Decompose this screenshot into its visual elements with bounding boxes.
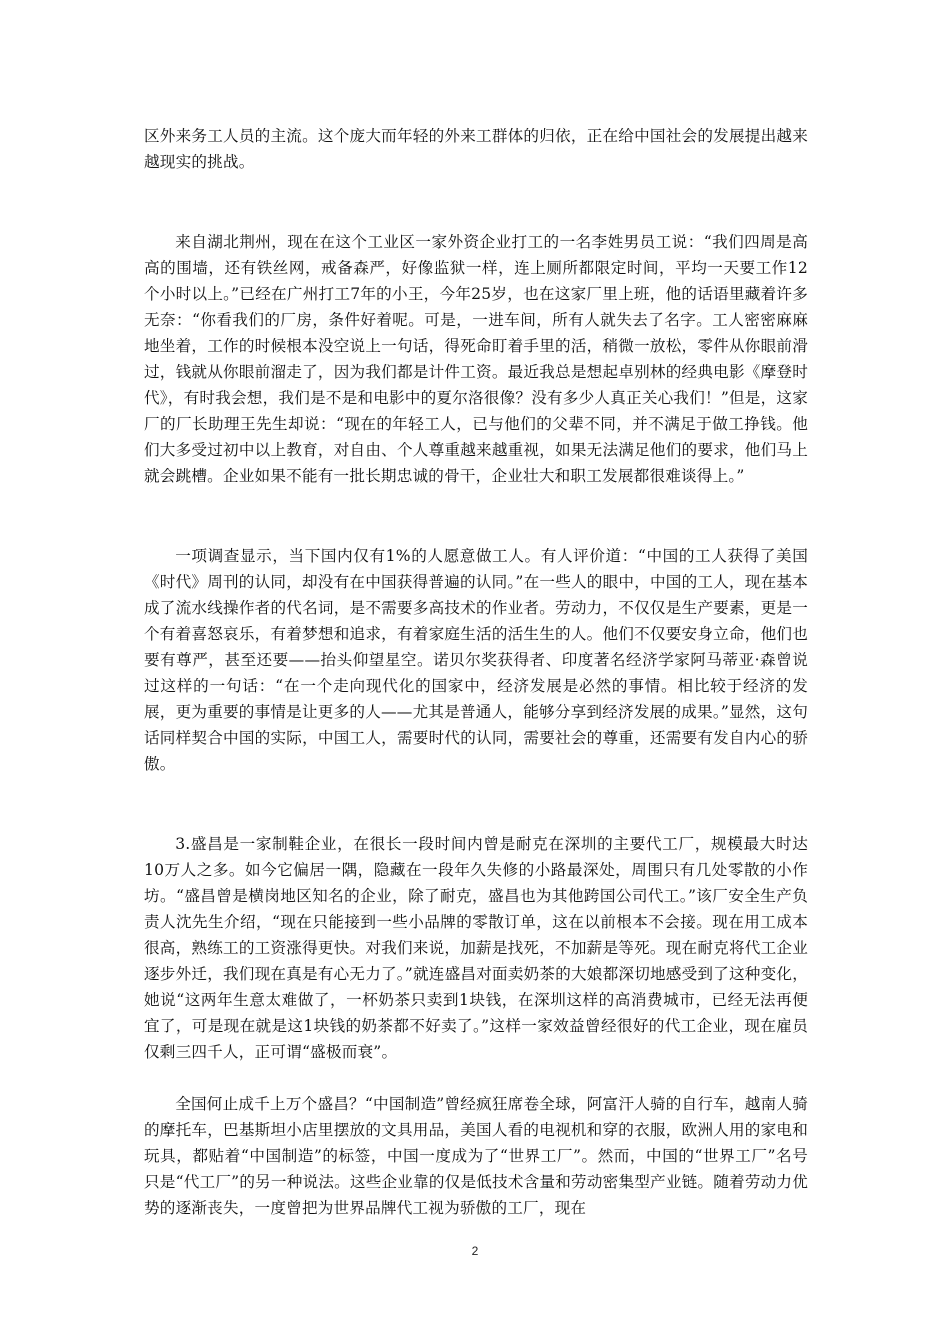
paragraph-shengchang: 3.盛昌是一家制鞋企业，在很长一段时间内曾是耐克在深圳的主要代工厂，规模最大时达10万人之多。如今它偏居一隅，隐藏在一段年久失修的小路最深处，周围只有几处零散的小作坊。“盛昌曾是横岗地区知名的企业，除了耐克，盛昌也为其他跨国公司代工。”该厂安全生产负责人沈先生介绍，“现在只能接到一些小品牌的零散订单，这在以前根本不会接。现在用工成本很高，熟练工的工资涨得更快。对我们来说，加薪是找死，不加薪是等死。现在耐克将代工企业逐步外迁，我们现在真是有心无力了。”就连盛昌对面卖奶茶的大娘都深切地感受到了这种变化，她说“这两年生意太难做了，一杯奶茶只卖到1块钱，在深圳这样的高消费城市，已经无法再便宜了，可是现在就是这1块钱的奶茶都不好卖了。”这样一家效益曾经很好的代工企业，现在雇员仅剩三四千人，正可谓“盛极而衰”。	[144, 835, 808, 1061]
page-number: 2	[471, 1244, 479, 1258]
paragraph-worker-interviews: 来自湖北荆州，现在在这个工业区一家外资企业打工的一名李姓男员工说：“我们四周是高高的围墙，还有铁丝网，戒备森严，好像监狱一样，连上厕所都限定时间，平均一天要工作12个小时以上。”已经在广州打工7年的小王，今年25岁，也在这家厂里上班，他的话语里藏着许多无奈：“你看我们的厂房，条件好着呢。可是，一进车间，所有人就失去了名字。工人密密麻麻地坐着，工作的时候根本没空说上一句话，得死命盯着手里的活，稍微一放松，零件从你眼前滑过，钱就从你眼前溜走了，因为我们都是计件工资。最近我总是想起卓别林的经典电影《摩登时代》，有时我会想，我们是不是和电影中的夏尔洛很像？没有多少人真正关心我们！”但是，这家厂的厂长助理王先生却说：“现在的年轻工人，已与他们的父辈不同，并不满足于做工挣钱。他们大多受过初中以上教育，对自由、个人尊重越来越重视，如果无法满足他们的要求，他们马上就会跳槽。企业如果不能有一批长期忠诚的骨干，企业壮大和职工发展都很难谈得上。”	[144, 233, 808, 485]
paragraph-made-in-china: 全国何止成千上万个盛昌？“中国制造”曾经疯狂席卷全球，阿富汗人骑的自行车，越南人骑的摩托车，巴基斯坦小店里摆放的文具用品，美国人看的电视机和穿的衣服，欧洲人用的家电和玩具，都贴着“中国制造”的标签，中国一度成为了“世界工厂”。然而，中国的“世界工厂”名号只是“代工厂”的另一种说法。这些企业靠的仅是低技术含量和劳动密集型产业链。随着劳动力优势的逐渐丧失，一度曾把为世界品牌代工视为骄傲的工厂，现在	[144, 1095, 808, 1217]
paragraph-continuation: 区外来务工人员的主流。这个庞大而年轻的外来工群体的归依，正在给中国社会的发展提出越来越现实的挑战。	[144, 127, 808, 171]
paragraph-survey: 一项调查显示，当下国内仅有1%的人愿意做工人。有人评价道：“中国的工人获得了美国《时代》周刊的认同，却没有在中国获得普遍的认同。”在一些人的眼中，中国的工人，现在基本成了流水线操作者的代名词，是不需要多高技术的作业者。劳动力，不仅仅是生产要素，更是一个有着喜怒哀乐，有着梦想和追求，有着家庭生活的活生生的人。他们不仅要安身立命，他们也要有尊严，甚至还要——抬头仰望星空。诺贝尔奖获得者、印度著名经济学家阿马蒂亚·森曾说过这样的一句话：“在一个走向现代化的国家中，经济发展是必然的事情。相比较于经济的发展，更为重要的事情是让更多的人——尤其是普通人，能够分享到经济发展的成果。”显然，这句话同样契合中国的实际，中国工人，需要时代的认同，需要社会的尊重，还需要有发自内心的骄傲。	[144, 547, 808, 773]
